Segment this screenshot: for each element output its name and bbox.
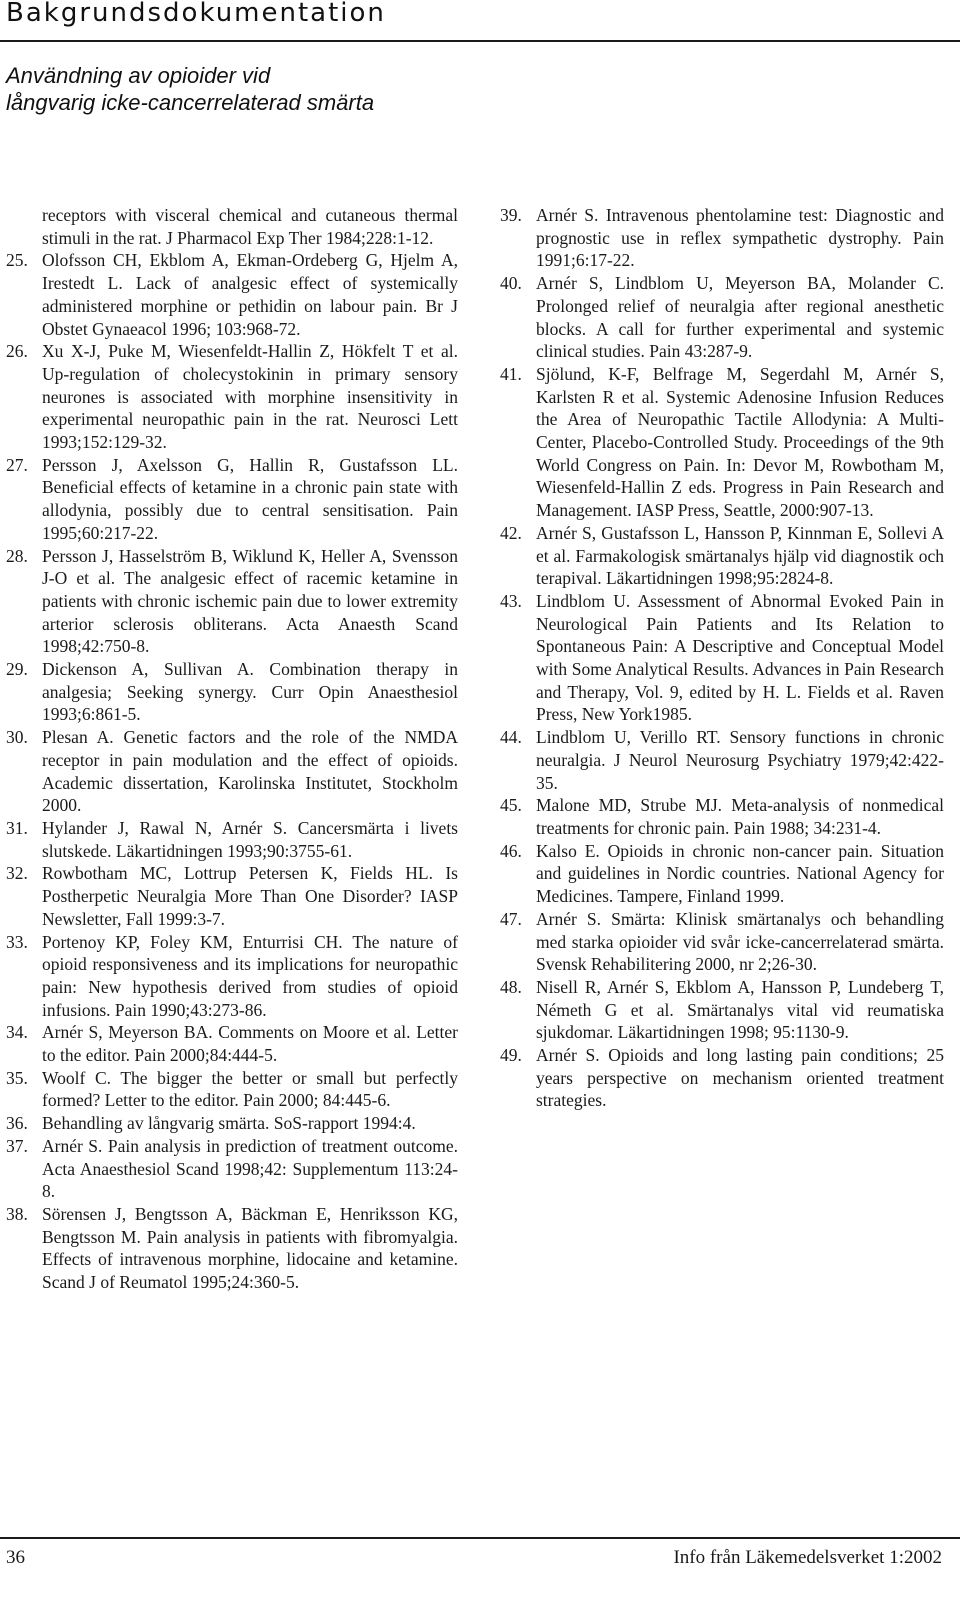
reference-47: [500, 908, 944, 976]
reference-35: [6, 1067, 458, 1112]
reference-40: [500, 272, 944, 363]
reference-number: 41.: [500, 363, 522, 384]
reference-25: [6, 249, 458, 340]
reference-text: Nisell R, Arnér S, Ekblom A, Hansson P, Lundeberg T, Németh G et al. Smärtanalys vital vid reumatiska sjukdomar. Läkartidningen 1998; 95:1130-9.: [536, 976, 944, 1043]
reference-text: Arnér S. Intravenous phentolamine test: Diagnostic and prognostic use in reflex sympathetic dystrophy. Pain 1991;6:17-22.: [536, 205, 944, 271]
reference-text: Dickenson A, Sullivan A. Combination therapy in analgesia; Seeking synergy. Curr Opin Anaesthesiol 1993;6:861-5.: [42, 659, 458, 725]
reference-continuation: receptors with visceral chemical and cutaneous thermal stimuli in the rat. J Pharmacol Exp Ther 1984;228:1-12.: [42, 205, 458, 248]
reference-36: [6, 1112, 458, 1135]
reference-text: Persson J, Axelsson G, Hallin R, Gustafsson LL. Beneficial effects of ketamine in a chronic pain state with allodynia, possibly due to central sensitisation. Pain 1995;60:217-22.: [42, 454, 458, 543]
reference-number: 43.: [500, 590, 522, 611]
reference-34: [6, 1021, 458, 1066]
reference-text: Arnér S. Pain analysis in prediction of treatment outcome. Acta Anaesthesiol Scand 1998;42: Supplementum 113:24-8.: [42, 1135, 458, 1202]
reference-31: [6, 817, 458, 862]
reference-number: 28.: [6, 545, 28, 566]
reference-text: Kalso E. Opioids in chronic non-cancer pain. Situation and guidelines in Nordic countries. National Agency for Medicines. Tampere, Finland 1999.: [536, 840, 944, 907]
subtitle-line-1: Användning av opioider vid: [6, 63, 271, 88]
reference-text: Arnér S, Lindblom U, Meyerson BA, Molander C. Prolonged relief of neuralgia after regional anesthetic blocks. A call for further experimental and systemic clinical studies. Pain 43:287-9.: [536, 273, 944, 362]
reference-text: Arnér S, Gustafsson L, Hansson P, Kinnman E, Sollevi A et al. Farmakologisk smärtanalys hjälp vid diagnostik och terapival. Läkartidningen 1998;95:2824-8.: [536, 522, 944, 589]
reference-number: 27.: [6, 454, 28, 475]
reference-30: [6, 726, 458, 817]
section-subtitle: [6, 62, 706, 116]
reference-number: 30.: [6, 727, 28, 748]
reference-text: Arnér S. Opioids and long lasting pain conditions; 25 years perspective on mechanism oriented treatment strategies.: [536, 1045, 944, 1111]
reference-number: 42.: [500, 522, 522, 543]
reference-number: 38.: [6, 1203, 28, 1224]
reference-number: 44.: [500, 727, 522, 748]
reference-28: [6, 545, 458, 659]
page-number: 36: [6, 1547, 25, 1568]
publication-name: Info från Läkemedelsverket 1:2002: [673, 1547, 942, 1568]
reference-number: 32.: [6, 863, 28, 884]
reference-text: Hylander J, Rawal N, Arnér S. Cancersmärta i livets slutskede. Läkartidningen 1993;90:3755-61.: [42, 817, 458, 861]
reference-number: 36.: [6, 1113, 28, 1134]
header-rule: [0, 40, 960, 42]
reference-number: 35.: [6, 1067, 28, 1088]
reference-text: Arnér S, Meyerson BA. Comments on Moore et al. Letter to the editor. Pain 2000;84:444-5.: [42, 1022, 458, 1066]
reference-number: 45.: [500, 795, 522, 816]
right-reference-column: [500, 204, 944, 1112]
reference-text: Lindblom U. Assessment of Abnormal Evoked Pain in Neurological Pain Patients and Its Relation to Spontaneous Pain: A Descriptive and Conceptual Model with Some Analytical Results. Advances in Pain Research and Therapy, Vol. 9, edited by H. L. Fields et al. Raven Press, New York1985.: [536, 590, 944, 725]
reference-text: Malone MD, Strube MJ. Meta-analysis of nonmedical treatments for chronic pain. Pain 1988; 34:231-4.: [536, 795, 944, 838]
reference-number: 49.: [500, 1045, 522, 1066]
reference-number: 48.: [500, 976, 522, 997]
reference-text: Portenoy KP, Foley KM, Enturrisi CH. The nature of opioid responsiveness and its implications for neuropathic pain: New hypothesis derived from studies of opioid infusions. Pain 1990;43:273-86.: [42, 931, 458, 1020]
reference-text: Sjölund, K-F, Belfrage M, Segerdahl M, Arnér S, Karlsten R et al. Systemic Adenosine Infusion Reduces the Area of Neuropathic Tactile Allodynia: A Multi-Center, Placebo-Controlled Study. Proceedings of the 9th World Congress on Pain. In: Devor M, Rowbotham M, Wiesenfeld-Hallin Z eds. Progress in Pain Research and Management. IASP Press, Seattle, 2000:907-13.: [536, 363, 944, 521]
reference-text: Sörensen J, Bengtsson A, Bäckman E, Henriksson KG, Bengtsson M. Pain analysis in patients with fibromyalgia. Effects of intravenous morphine, lidocaine and ketamine. Scand J of Reumatol 1995;24:360-5.: [42, 1203, 458, 1293]
reference-number: 31.: [6, 817, 28, 838]
reference-29: [6, 658, 458, 726]
reference-33: [6, 931, 458, 1022]
reference-text: Behandling av långvarig smärta. SoS-rapport 1994:4.: [42, 1113, 416, 1134]
reference-number: 33.: [6, 931, 28, 952]
reference-42: [500, 522, 944, 590]
reference-text: Olofsson CH, Ekblom A, Ekman-Ordeberg G, Hjelm A, Irestedt L. Lack of analgesic effect of systemically administered morphine or pethidin on labour pain. Br J Obstet Gynaeacol 1996; 103:968-72.: [42, 250, 458, 339]
reference-text: Woolf C. The bigger the better or small but perfectly formed? Letter to the editor. Pain 2000; 84:445-6.: [42, 1067, 458, 1111]
reference-41: [500, 363, 944, 522]
reference-27: [6, 454, 458, 545]
reference-number: 46.: [500, 840, 522, 861]
reference-49: [500, 1044, 944, 1112]
reference-text: Persson J, Hasselström B, Wiklund K, Heller A, Svensson J-O et al. The analgesic effect of racemic ketamine in patients with chronic ischemic pain due to lower extremity arterior sclerosis obliterans. Acta Anaesth Scand 1998;42:750-8.: [42, 545, 458, 657]
reference-number: 34.: [6, 1022, 28, 1043]
reference-number: 25.: [6, 250, 28, 271]
reference-26: [6, 340, 458, 454]
reference-45: [500, 794, 944, 839]
reference-37: [6, 1135, 458, 1203]
left-reference-column: [6, 204, 458, 1294]
reference-text: Lindblom U, Verillo RT. Sensory functions in chronic neuralgia. J Neurol Neurosurg Psychiatry 1979;42:422-35.: [536, 727, 944, 793]
reference-39: [500, 204, 944, 272]
reference-text: Rowbotham MC, Lottrup Petersen K, Fields HL. Is Postherpetic Neuralgia More Than One Disorder? IASP Newsletter, Fall 1999:3-7.: [42, 863, 458, 929]
reference-text: Arnér S. Smärta: Klinisk smärtanalys och behandling med starka opioider vid svår icke-cancerrelaterad smärta. Svensk Rehabilitering 2000, nr 2;26-30.: [536, 908, 944, 975]
subtitle-line-2: långvarig icke-cancerrelaterad smärta: [6, 90, 375, 115]
reference-number: 26.: [6, 341, 28, 362]
reference-number: 40.: [500, 273, 522, 294]
reference-43: [500, 590, 944, 726]
footer-rule: [0, 1537, 960, 1539]
reference-text: Plesan A. Genetic factors and the role of the NMDA receptor in pain modulation and the effect of opioids. Academic dissertation, Karolinska Institutet, Stockholm 2000.: [42, 727, 458, 816]
reference-number: 39.: [500, 205, 522, 225]
reference-number: 29.: [6, 659, 28, 680]
header-title: Bakgrundsdokumentation: [6, 0, 386, 28]
reference-number: 47.: [500, 908, 522, 929]
reference-text: Xu X-J, Puke M, Wiesenfeldt-Hallin Z, Hökfelt T et al. Up-regulation of cholecystokinin in primary sensory neurones is associated with morphine insensitivity in experimental neuropathic pain in the rat. Neurosci Lett 1993;152:129-32.: [42, 341, 458, 453]
reference-44: [500, 726, 944, 794]
reference-32: [6, 862, 458, 930]
reference-number: 37.: [6, 1135, 28, 1156]
reference-48: [500, 976, 944, 1044]
reference-38: [6, 1203, 458, 1294]
reference-46: [500, 840, 944, 908]
